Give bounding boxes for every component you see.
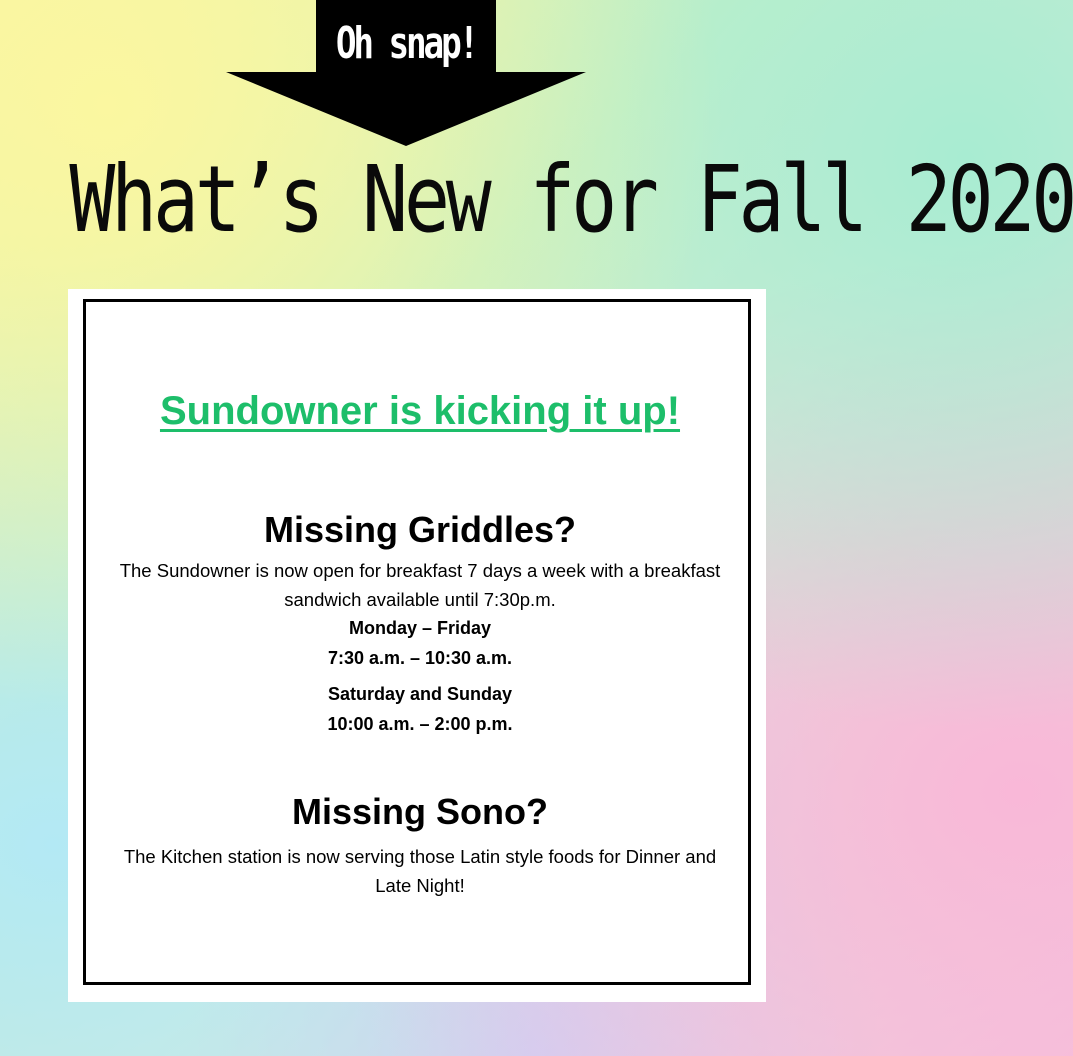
notice-subhead: Sundowner is kicking it up! <box>159 389 681 433</box>
oh-snap-tag: Oh snap! <box>335 18 477 69</box>
griddles-body: The Sundowner is now open for breakfast 7 days a week with a breakfast sandwich available until 7:30p.m. <box>119 560 721 610</box>
notice-frame <box>83 299 751 985</box>
griddles-title: Missing Griddles? <box>263 509 577 550</box>
weekend-days: Saturday and Sunday <box>327 684 513 704</box>
page-headline: What’s New for Fall 2020 <box>69 146 1073 253</box>
sono-body: The Kitchen station is now serving those Latin style foods for Dinner and Late Night! <box>123 846 717 896</box>
weekday-days: Monday – Friday <box>348 618 492 638</box>
notice-panel <box>68 289 766 1002</box>
weekday-hours: 7:30 a.m. – 10:30 a.m. <box>327 648 513 668</box>
weekend-hours: 10:00 a.m. – 2:00 p.m. <box>327 714 513 734</box>
sono-title: Missing Sono? <box>292 791 548 832</box>
